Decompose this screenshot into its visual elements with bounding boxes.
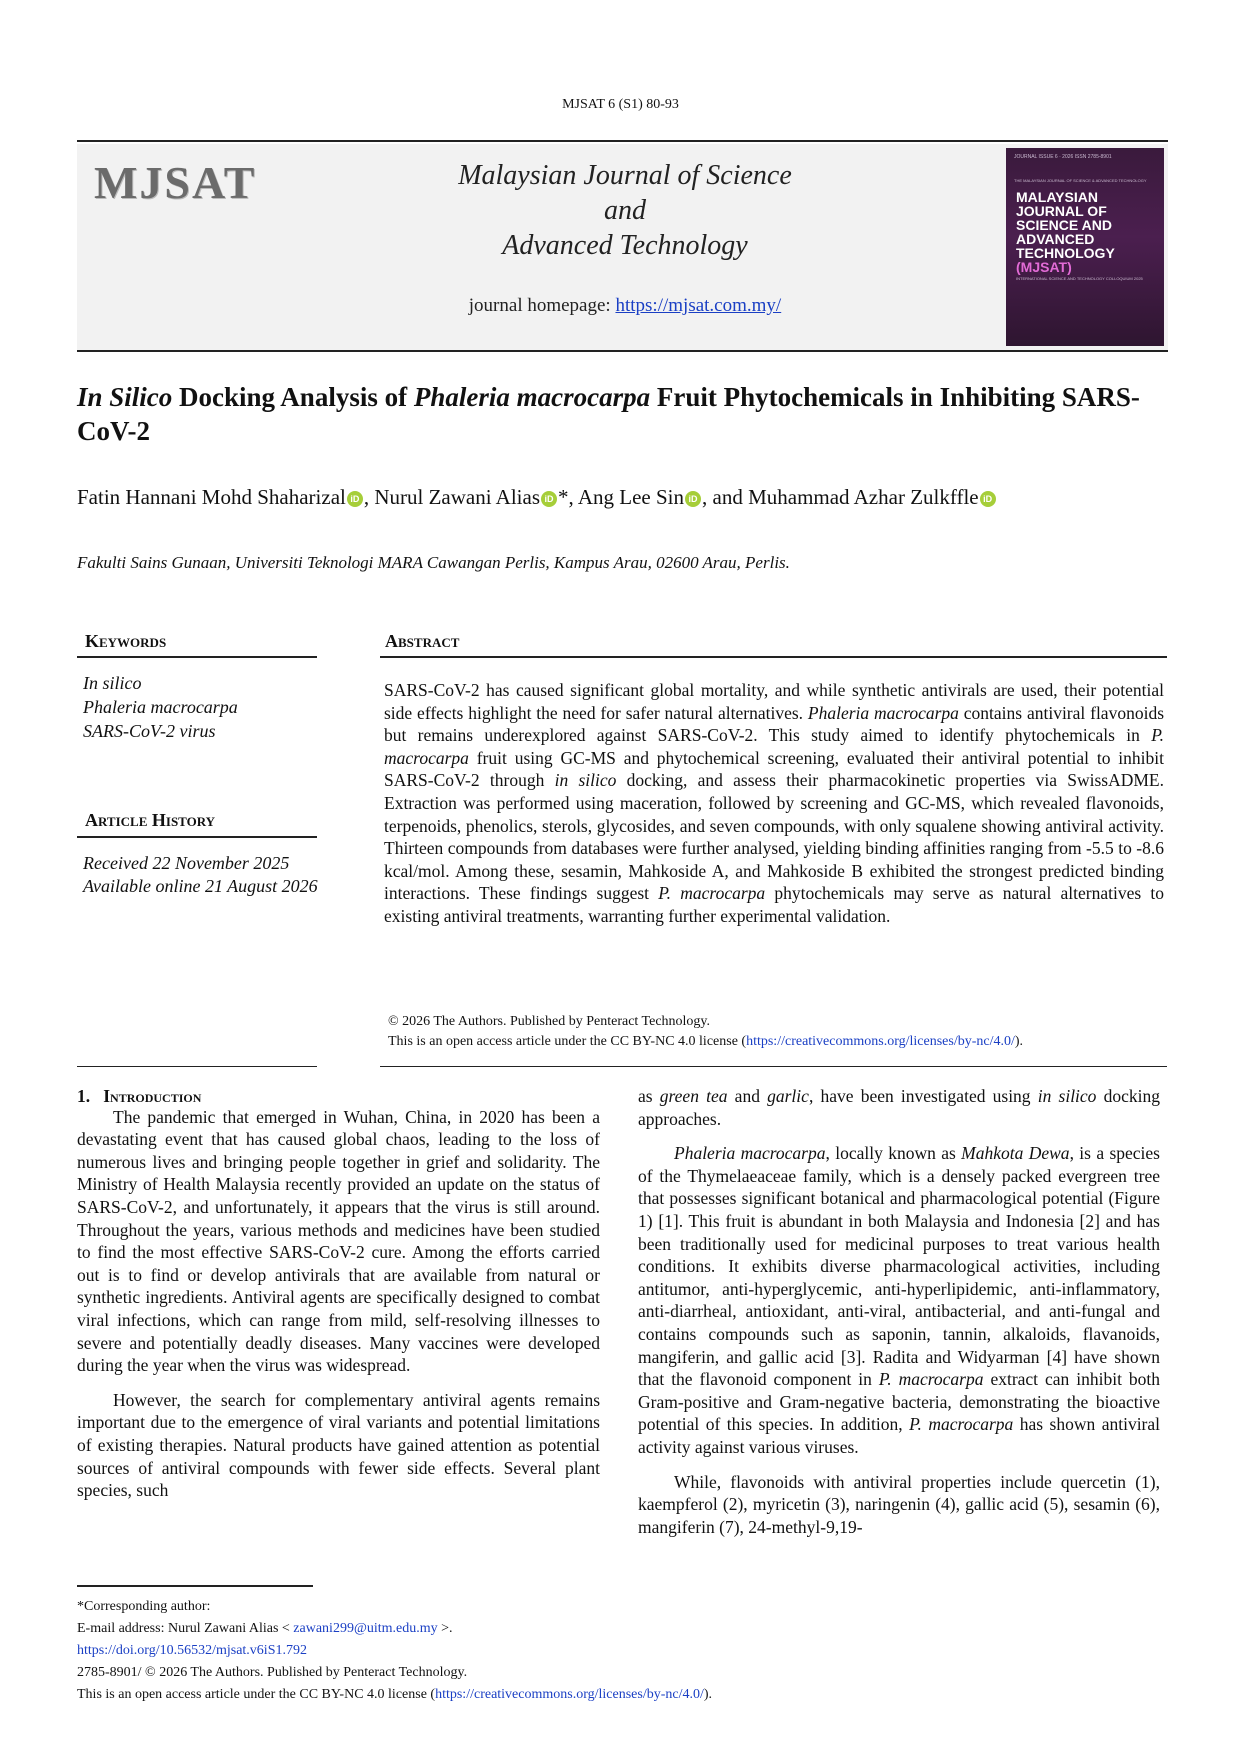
abstract-segment: fruit using GC-MS and phytochemical screening, evaluated their antiviral potential to inhibit SARS-CoV-2 through — [384, 747, 1164, 791]
license-link[interactable]: https://creativecommons.org/licenses/by-nc/4.0/ — [746, 1034, 1015, 1049]
cover-title-line: SCIENCE AND — [1016, 217, 1112, 233]
keyword-item: SARS-CoV-2 virus — [83, 721, 216, 741]
banner-top-rule — [77, 140, 1168, 142]
left-column-rule — [77, 1066, 317, 1067]
right-column-rule — [380, 1066, 1167, 1067]
affiliation: Fakulti Sains Gunaan, Universiti Teknologi MARA Cawangan Perlis, Kampus Arau, 02600 Arau, Perlis. — [77, 553, 790, 572]
email-line — [77, 1618, 1177, 1640]
copyright-notice — [388, 1012, 1168, 1052]
body-segment: Phaleria macrocarpa — [674, 1143, 826, 1164]
body-segment: docking approaches. — [638, 1086, 1160, 1129]
abstract-segment: P. macrocarpa — [658, 883, 766, 904]
title-segment: Fruit Phytochemicals in Inhibiting SARS-CoV-2 — [77, 382, 1140, 446]
article-title — [77, 380, 1167, 448]
body-paragraph — [638, 1085, 1160, 1130]
author-name: , Ang Lee Sin — [568, 485, 684, 509]
body-segment: extract can inhibit both Gram-positive and Gram-negative bacteria, demonstrating the bioactive potential of this species. In addition, — [638, 1369, 1160, 1435]
body-paragraph: However, the search for complementary antiviral agents remains important due to the emergence of viral variants and potential limitations of existing therapies. Natural products have gained attention as potential sources of antiviral compounds with fewer side effects. Several plant species, such — [77, 1389, 600, 1501]
footer-license-link[interactable]: https://creativecommons.org/licenses/by-nc/4.0/ — [435, 1687, 704, 1702]
body-segment: P. macrocarpa — [878, 1369, 984, 1390]
license-line — [388, 1032, 1168, 1052]
body-segment: , have been investigated using — [808, 1086, 1038, 1106]
body-segment: , locally known as — [825, 1143, 962, 1164]
homepage-link[interactable]: https://mjsat.com.my/ — [615, 295, 782, 316]
keywords-list — [83, 671, 238, 743]
issn-line: 2785-8901/ © 2026 The Authors. Published by Penteract Technology. — [77, 1665, 468, 1680]
abstract-text — [384, 679, 1164, 928]
copyright-line: © 2026 The Authors. Published by Penteract Technology. — [388, 1014, 711, 1029]
orcid-icon[interactable]: iD — [347, 491, 363, 507]
journal-name-line-1: Malaysian Journal of Science — [458, 160, 792, 191]
abstract-segment: contains antiviral flavonoids but remains underexplored against SARS-CoV-2. This study aimed to identify phytochemicals in — [384, 702, 1165, 746]
orcid-icon[interactable]: iD — [980, 491, 996, 507]
footnotes — [77, 1596, 1177, 1706]
body-segment: as — [638, 1086, 660, 1106]
cover-title-line: MALAYSIAN — [1016, 189, 1098, 205]
cover-title-line: TECHNOLOGY — [1016, 245, 1115, 261]
body-segment: P. macrocarpa — [909, 1414, 1014, 1435]
footnote-rule — [77, 1585, 313, 1587]
cover-title-accent: (MJSAT) — [1016, 259, 1072, 275]
journal-homepage — [380, 295, 870, 317]
cover-bottom-line: INTERNATIONAL SCIENCE AND TECHNOLOGY COLLOQUIUM 2025 — [1016, 276, 1143, 281]
license-text: This is an open access article under the CC BY-NC 4.0 license ( — [77, 1687, 436, 1702]
body-right-column — [638, 1085, 1160, 1538]
title-segment: Docking Analysis of — [172, 382, 414, 412]
abstract-segment: P. macrocarpa — [384, 725, 1164, 768]
body-segment: has shown antiviral activity against various viruses. — [638, 1414, 1161, 1457]
journal-cover-image — [1006, 148, 1164, 346]
journal-name-line-3: Advanced Technology — [502, 230, 748, 261]
body-segment: green tea — [659, 1086, 728, 1106]
journal-name — [380, 158, 870, 263]
abstract-segment: in silico — [554, 770, 617, 791]
article-history-heading: Article History — [85, 810, 216, 830]
abstract-heading: Abstract — [385, 631, 460, 651]
license-text: ). — [703, 1687, 713, 1702]
email-suffix: >. — [437, 1621, 453, 1636]
abstract-segment: phytochemicals may serve as natural alternatives to existing antiviral treatments, warranting further experimental validation. — [384, 883, 1165, 926]
journal-logo: MJSAT — [94, 157, 257, 208]
article-history — [83, 852, 328, 898]
keywords-heading: Keywords — [85, 631, 167, 651]
homepage-label: journal homepage: — [468, 295, 616, 316]
author-name: Fatin Hannani Mohd Shaharizal — [77, 485, 346, 509]
footer-license-line — [77, 1684, 1177, 1706]
email-label: E-mail address: Nurul Zawani Alias < — [77, 1621, 294, 1636]
body-paragraph — [638, 1142, 1160, 1458]
license-text: This is an open access article under the CC BY-NC 4.0 license ( — [388, 1034, 747, 1049]
title-segment: Phaleria macrocarpa — [413, 382, 651, 412]
section-number: 1. — [77, 1086, 91, 1106]
corresponding-mark: * — [558, 485, 569, 509]
email-link[interactable]: zawani299@uitm.edu.my — [293, 1621, 438, 1636]
section-title: Introduction — [103, 1086, 202, 1106]
keyword-item: In silico — [83, 673, 142, 693]
title-segment: In Silico — [77, 382, 173, 412]
cover-title-line: ADVANCED — [1016, 231, 1095, 247]
cover-title-line: JOURNAL OF — [1016, 203, 1107, 219]
doi-link[interactable]: https://doi.org/10.56532/mjsat.v6iS1.792 — [77, 1643, 307, 1658]
doi-line — [77, 1640, 1177, 1662]
abstract-segment: Phaleria macrocarpa — [807, 702, 959, 723]
received-date: Received 22 November 2025 — [83, 853, 290, 873]
banner-bottom-rule — [77, 350, 1168, 352]
abstract-segment: SARS-CoV-2 has caused significant global mortality, and while synthetic antivirals are used, their potential side effects highlight the need for safer natural alternatives. — [384, 680, 1164, 723]
body-segment: , is a species of the Thymelaeaceae family, which is a densely packed evergreen tree that possesses significant botanical and pharmacological potential (Figure 1) [1]. This fruit is abundant in both Malaysia and Indonesia [2] and has been traditionally used for medicinal purposes to treat various health conditions. It exhibits diverse pharmacological activities, including antitumor, anti-hyperglycemic, anti-hyperlipidemic, anti-inflammatory, anti-diarrheal, antioxidant, anti-viral, antibacterial, and anti-fungal and contains compounds such as saponin, tannin, alkaloids, flavanoids, mangiferin, and gallic acid [3]. Radita and Widyarman [4] have shown that the flavonoid component in — [638, 1143, 1160, 1390]
keyword-item: Phaleria macrocarpa — [83, 697, 238, 717]
abstract-rule — [380, 656, 1167, 658]
available-date: Available online 21 August 2026 — [83, 876, 318, 896]
body-left-column — [77, 1085, 600, 1502]
body-segment: and — [727, 1086, 768, 1106]
body-segment: garlic — [767, 1086, 809, 1106]
orcid-icon[interactable]: iD — [541, 491, 557, 507]
author-name: , and Muhammad Azhar Zulkffle — [702, 485, 979, 509]
abstract-segment: docking, and assess their pharmacokinetic properties via SwissADME. Extraction was performed using maceration, followed by screening and GC-MS, which revealed flavonoids, terpenoids, phenolics, sterols, glycosides, and seven compounds, with only squalene showing antiviral activity. Thirteen compounds from databases were further analysed, yielding binding affinities ranging from -5.5 to -8.6 kcal/mol. Among these, sesamin, Mahkoside A, and Mahkoside B exhibited the strongest predicted binding interactions. These findings suggest — [384, 770, 1164, 904]
journal-name-line-2: and — [604, 195, 646, 226]
body-segment: in silico — [1037, 1086, 1097, 1106]
article-history-rule — [77, 836, 317, 838]
license-text: ). — [1014, 1034, 1024, 1049]
body-paragraph: While, flavonoids with antiviral properties include quercetin (1), kaempferol (2), myricetin (3), naringenin (4), gallic acid (5), sesamin (6), mangiferin (7), 24-methyl-9,19- — [638, 1471, 1160, 1537]
author-name: , Nurul Zawani Alias — [363, 485, 540, 509]
corresponding-author-label: *Corresponding author: — [77, 1599, 211, 1614]
body-segment: Mahkota Dewa — [961, 1143, 1070, 1164]
cover-title — [1016, 190, 1161, 274]
cover-mid-line: THE MALAYSIAN JOURNAL OF SCIENCE & ADVANCED TECHNOLOGY — [1014, 178, 1147, 183]
author-list — [77, 485, 1177, 510]
keywords-rule — [77, 656, 317, 658]
orcid-icon[interactable]: iD — [685, 491, 701, 507]
body-paragraph: The pandemic that emerged in Wuhan, China, in 2020 has been a devastating event that has caused global chaos, leading to the loss of numerous lives and bringing people together in grief and solidarity. The Ministry of Health Malaysia recently provided an update on the status of SARS-CoV-2, and unfortunately, it appears that the virus is still around. Throughout the years, various methods and medicines have been studied to find the most effective SARS-CoV-2 cure. Among the efforts carried out is to find or develop antivirals that are available from natural or synthetic ingredients. Antiviral agents are specifically designed to combat viral infections, which can range from mild, self-resolving illnesses to severe and potentially deadly diseases. Many vaccines were developed during the year when the virus was widespread. — [77, 1106, 600, 1376]
running-head: MJSAT 6 (S1) 80-93 — [562, 97, 679, 112]
section-heading — [77, 1085, 600, 1108]
cover-top-line: JOURNAL ISSUE 6 · 2026 ISSN 2785-8901 — [1014, 154, 1112, 160]
